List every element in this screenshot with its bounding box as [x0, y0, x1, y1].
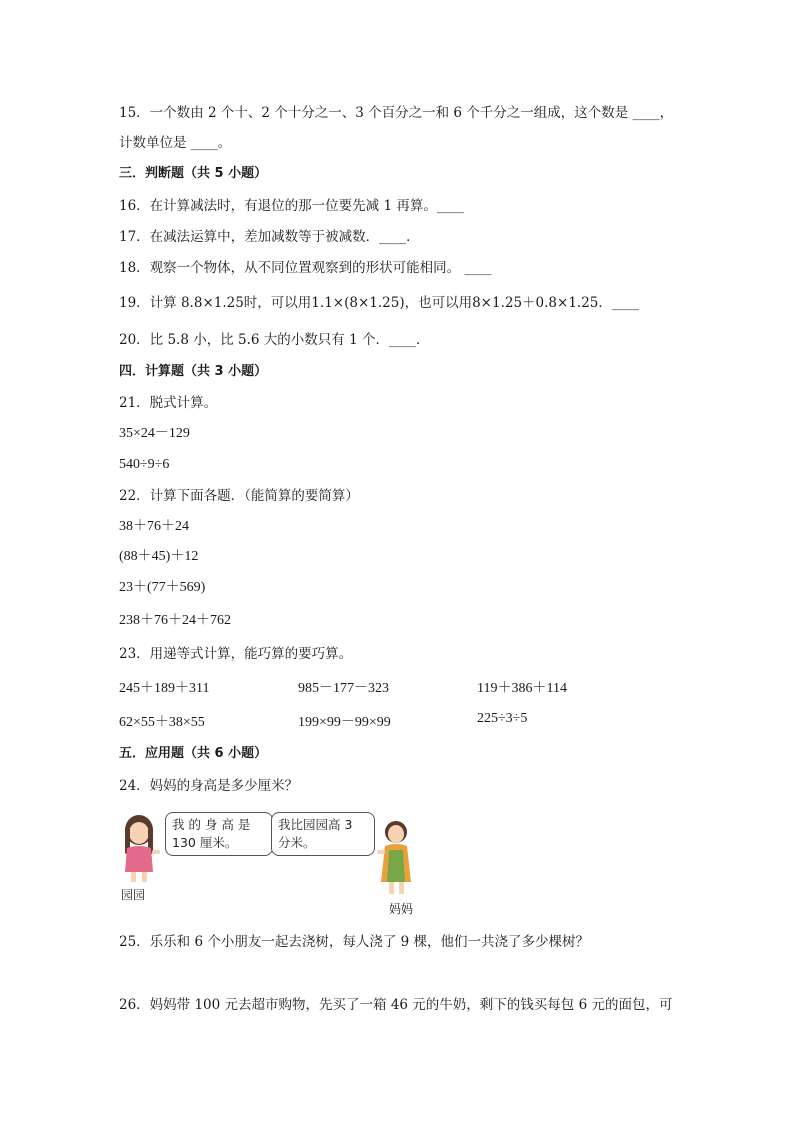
- question-23-title: 23．用递等式计算，能巧算的要巧算。: [119, 646, 353, 662]
- girl-figure-icon: [119, 814, 161, 884]
- question-24-title: 24．妈妈的身高是多少厘米？: [119, 778, 299, 794]
- question-23-expression: 985－177－323: [298, 681, 389, 696]
- girl-name-label: 园园: [121, 888, 146, 902]
- question-23-expression: 199×99－99×99: [298, 715, 391, 730]
- question-22-expression: 238＋76＋24＋762: [119, 613, 231, 628]
- mother-figure-icon: [373, 820, 419, 898]
- girl-speech-bubble: [165, 812, 273, 856]
- question-24-illustration: [119, 810, 419, 914]
- mom-speech-bubble: [271, 812, 375, 856]
- bubble-text: 我比园园高 3: [278, 817, 353, 832]
- question-18: 18．观察一个物体，从不同位置观察到的形状可能相同。 ____: [119, 260, 492, 276]
- question-21-expression: 540÷9÷6: [119, 457, 170, 472]
- question-22-title: 22．计算下面各题．（能简算的要简算）: [119, 488, 359, 504]
- bubble-text: 我 的 身 高 是: [172, 817, 251, 832]
- question-19: 19．计算 8.8×1.25时，可以用1.1×(8×1.25)，也可以用8×1.25＋0.8×1.25．____: [119, 295, 639, 311]
- section-4-heading: 四．计算题（共 3 小题）: [119, 364, 268, 379]
- section-5-heading: 五．应用题（共 6 小题）: [119, 746, 268, 761]
- question-23-expression: 225÷3÷5: [477, 711, 528, 726]
- question-23-expression: 119＋386＋114: [477, 681, 567, 696]
- question-26: 26．妈妈带 100 元去超市购物，先买了一箱 46 元的牛奶，剩下的钱买每包 6 元的面包，可: [119, 997, 673, 1013]
- question-21-title: 21．脱式计算。: [119, 395, 218, 411]
- question-23-expression: 245＋189＋311: [119, 681, 210, 696]
- bubble-text: 分米。: [278, 835, 316, 850]
- question-21-expression: 35×24－129: [119, 426, 190, 441]
- section-3-heading: 三．判断题（共 5 小题）: [119, 166, 268, 181]
- question-15-line-1: 15．一个数由 2 个十、2 个十分之一、3 个百分之一和 6 个千分之一组成，这个数是 ____，: [119, 105, 674, 121]
- mother-name-label: 妈妈: [389, 902, 414, 916]
- question-22-expression: 23＋(77＋569): [119, 580, 206, 595]
- question-22-expression: 38＋76＋24: [119, 519, 189, 534]
- bubble-text: 130 厘米。: [172, 835, 238, 850]
- question-15-line-2: 计数单位是 ____。: [119, 135, 232, 151]
- question-16: 16．在计算减法时，有退位的那一位要先减 1 再算。____: [119, 198, 464, 214]
- question-23-expression: 62×55＋38×55: [119, 715, 205, 730]
- question-20: 20．比 5.8 小，比 5.6 大的小数只有 1 个．____．: [119, 332, 430, 348]
- question-17: 17．在减法运算中，差加减数等于被减数．____．: [119, 229, 420, 245]
- question-22-expression: (88＋45)＋12: [119, 549, 199, 564]
- question-25: 25．乐乐和 6 个小朋友一起去浇树，每人浇了 9 棵，他们一共浇了多少棵树？: [119, 934, 590, 950]
